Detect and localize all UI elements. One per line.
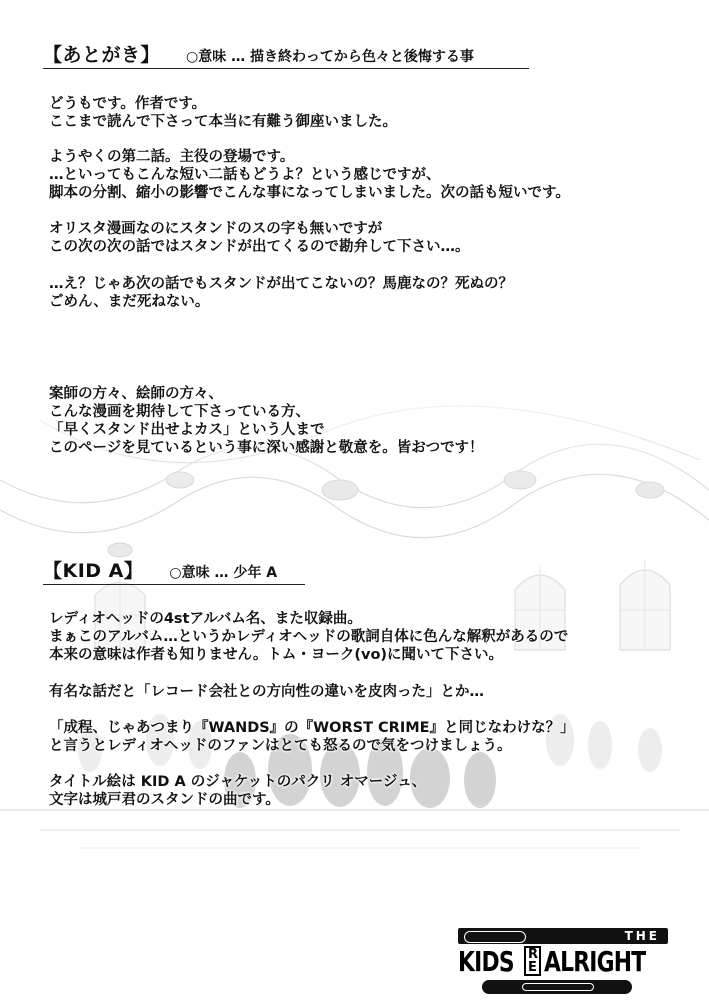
text-line: レディオヘッドの4stアルバム名、また収録曲。: [49, 611, 362, 627]
section-heading-afterword: [43, 40, 529, 69]
text-line: ここまで読んで下さって本当に有難う御座いました。: [49, 114, 397, 130]
afterword-paragraph: [49, 385, 484, 457]
logo-alright: ALRIGHT: [544, 944, 646, 978]
text-line: タイトル絵は KID A のジャケットのパクリ オマージュ、: [49, 774, 427, 790]
text-line: この次の次の話ではスタンドが出てくるので勘弁して下さい…。: [49, 239, 470, 255]
section-heading-kid-a: [43, 556, 305, 585]
text-line: …といってもこんな短い二話もどうよ？という感じですが、: [49, 167, 441, 183]
text-line: 有名な話だと「レコード会社との方向性の違いを皮肉った」とか…: [49, 684, 484, 700]
logo-the: THE: [624, 929, 660, 943]
logo-re-top: R: [528, 947, 538, 962]
afterword-paragraph: [49, 275, 513, 311]
kid-a-paragraph: [49, 683, 484, 701]
logo-bottom-bar: [482, 980, 632, 994]
text-line: ごめん、まだ死ねない。: [49, 294, 210, 310]
text-line: 案師の方々、絵師の方々、: [49, 386, 223, 402]
section-title: 【あとがき】: [43, 44, 161, 66]
logo-re-bottom: E: [528, 960, 536, 975]
text-line: まぁこのアルバム…というかレディオヘッドの歌詞自体に色んな解釈があるので: [49, 629, 569, 645]
section-title: 【KID A】: [43, 560, 144, 582]
text-line: 脚本の分割、縮小の影響でこんな事になってしまいました。次の話も短いです。: [49, 185, 570, 201]
kid-a-paragraph: [49, 719, 575, 755]
afterword-paragraph: [49, 148, 570, 202]
text-line: 本来の意味は作者も知りません。トム・ヨーク(vo)に聞いて下さい。: [49, 647, 504, 663]
kids-are-alright-logo: [458, 928, 668, 998]
text-line: オリスタ漫画なのにスタンドのスの字も無いですが: [49, 221, 383, 237]
afterword-paragraph: [49, 220, 470, 256]
afterword-paragraph: [49, 95, 397, 131]
logo-decoration: [464, 931, 526, 943]
logo-kids: KIDS: [458, 944, 514, 978]
text-line: 文字は城戸君のスタンドの曲です。: [49, 792, 280, 808]
text-line: 「成程、じゃあつまり『WANDS』の『WORST CRIME』と同じなわけな？」: [49, 720, 575, 736]
logo-top-bar: [458, 928, 668, 944]
text-line: このページを見ているという事に深い感謝と敬意を。皆おつです！: [49, 440, 484, 456]
kid-a-paragraph: [49, 610, 568, 664]
logo-re: [524, 946, 541, 976]
logo-wordmark: [458, 945, 668, 977]
section-meaning: ○意味 … 少年 A: [169, 565, 278, 581]
text-line: …え？じゃあ次の話でもスタンドが出てこないの？馬鹿なの？死ぬの？: [49, 276, 513, 292]
section-meaning: ○意味 … 描き終わってから色々と後悔する事: [186, 49, 474, 65]
text-line: 「早くスタンド出せよカス」という人まで: [49, 422, 325, 438]
kid-a-paragraph: [49, 773, 426, 809]
text-line: と言うとレディオヘッドのファンはとても怒るので気をつけましょう。: [49, 738, 512, 754]
text-line: どうもです。作者です。: [49, 96, 207, 112]
text-line: こんな漫画を期待して下さっている方、: [49, 404, 310, 420]
text-line: ようやくの第二話。主役の登場です。: [49, 149, 295, 165]
